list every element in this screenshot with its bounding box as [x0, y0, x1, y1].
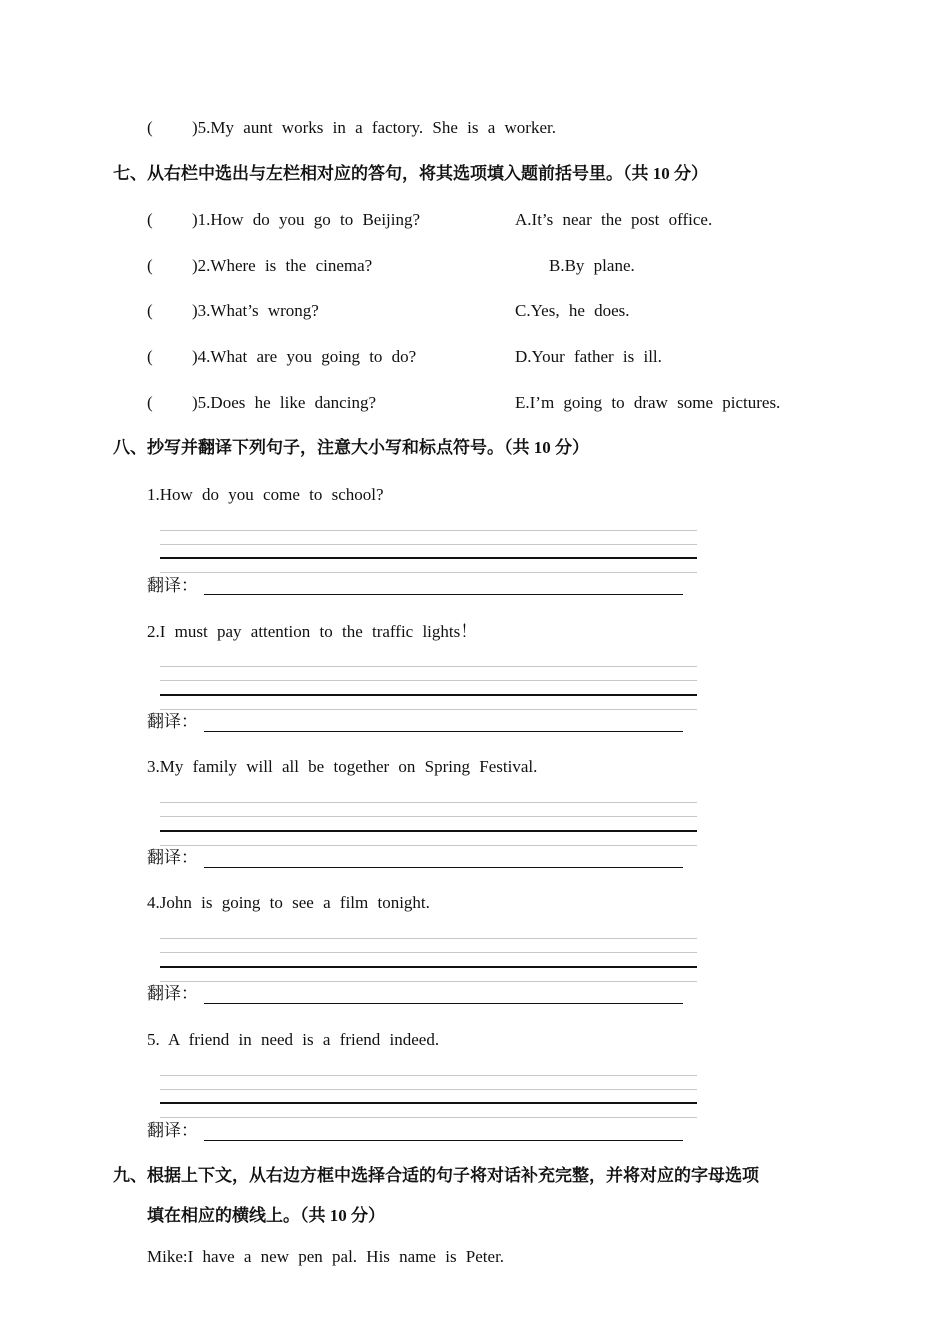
writing-line[interactable]	[160, 938, 697, 939]
writing-line[interactable]	[160, 1117, 697, 1118]
writing-line[interactable]	[160, 802, 697, 803]
writing-line[interactable]	[160, 816, 697, 817]
translate-label: 翻译：	[147, 576, 198, 596]
writing-line[interactable]	[160, 1075, 697, 1076]
writing-line[interactable]	[160, 680, 697, 681]
writing-line[interactable]	[160, 952, 697, 953]
writing-baseline[interactable]	[160, 694, 697, 696]
matching-question: )1.How do you go to Beijing?	[192, 210, 421, 229]
writing-line[interactable]	[160, 572, 697, 573]
translate-label: 翻译：	[147, 712, 198, 732]
copy-sentence: 2.I must pay attention to the traffic lights！	[147, 622, 478, 641]
translate-label: 翻译：	[147, 984, 198, 1004]
matching-question: )3.What’s wrong?	[192, 301, 319, 320]
matching-answer: E.I’m going to draw some pictures.	[515, 393, 781, 412]
translation-blank[interactable]	[204, 1003, 683, 1004]
writing-line[interactable]	[160, 981, 697, 982]
matching-answer: D.Your father is ill.	[515, 347, 662, 366]
matching-answer: A.It’s near the post office.	[515, 210, 713, 229]
dialogue-line-1: Mike:I have a new pen pal. His name is Peter.	[147, 1247, 505, 1266]
translate-label: 翻译：	[147, 1121, 198, 1141]
writing-baseline[interactable]	[160, 830, 697, 832]
translation-blank[interactable]	[204, 594, 683, 595]
answer-bracket: (	[147, 256, 153, 275]
matching-answer: B.By plane.	[549, 256, 635, 275]
section-7-heading: 七、从右栏中选出与左栏相对应的答句，将其选项填入题前括号里。（共 10 分）	[113, 164, 708, 183]
copy-sentence: 5. A friend in need is a friend indeed.	[147, 1030, 440, 1049]
translate-label: 翻译：	[147, 848, 198, 868]
writing-line[interactable]	[160, 845, 697, 846]
writing-line[interactable]	[160, 544, 697, 545]
section-9-heading-cont: 填在相应的横线上。（共 10 分）	[147, 1206, 385, 1225]
writing-baseline[interactable]	[160, 1102, 697, 1104]
writing-line[interactable]	[160, 666, 697, 667]
writing-baseline[interactable]	[160, 557, 697, 559]
writing-line[interactable]	[160, 530, 697, 531]
translation-blank[interactable]	[204, 731, 683, 732]
answer-bracket: (	[147, 118, 153, 137]
copy-sentence: 4.John is going to see a film tonight.	[147, 893, 430, 912]
writing-baseline[interactable]	[160, 966, 697, 968]
section-9-heading: 九、根据上下文，从右边方框中选择合适的句子将对话补充完整，并将对应的字母选项	[113, 1166, 759, 1185]
answer-bracket: (	[147, 301, 153, 320]
translation-blank[interactable]	[204, 867, 683, 868]
translation-blank[interactable]	[204, 1140, 683, 1141]
matching-answer: C.Yes, he does.	[515, 301, 630, 320]
answer-bracket: (	[147, 347, 153, 366]
answer-bracket: (	[147, 393, 153, 412]
copy-sentence: 1.How do you come to school?	[147, 485, 384, 504]
copy-sentence: 3.My family will all be together on Spring Festival.	[147, 757, 538, 776]
answer-bracket: (	[147, 210, 153, 229]
judgement-item-5: )5.My aunt works in a factory. She is a worker.	[192, 118, 556, 137]
section-8-heading: 八、抄写并翻译下列句子，注意大小写和标点符号。（共 10 分）	[113, 438, 589, 457]
matching-question: )5.Does he like dancing?	[192, 393, 376, 412]
matching-question: )4.What are you going to do?	[192, 347, 417, 366]
matching-question: )2.Where is the cinema?	[192, 256, 373, 275]
writing-line[interactable]	[160, 709, 697, 710]
writing-line[interactable]	[160, 1089, 697, 1090]
